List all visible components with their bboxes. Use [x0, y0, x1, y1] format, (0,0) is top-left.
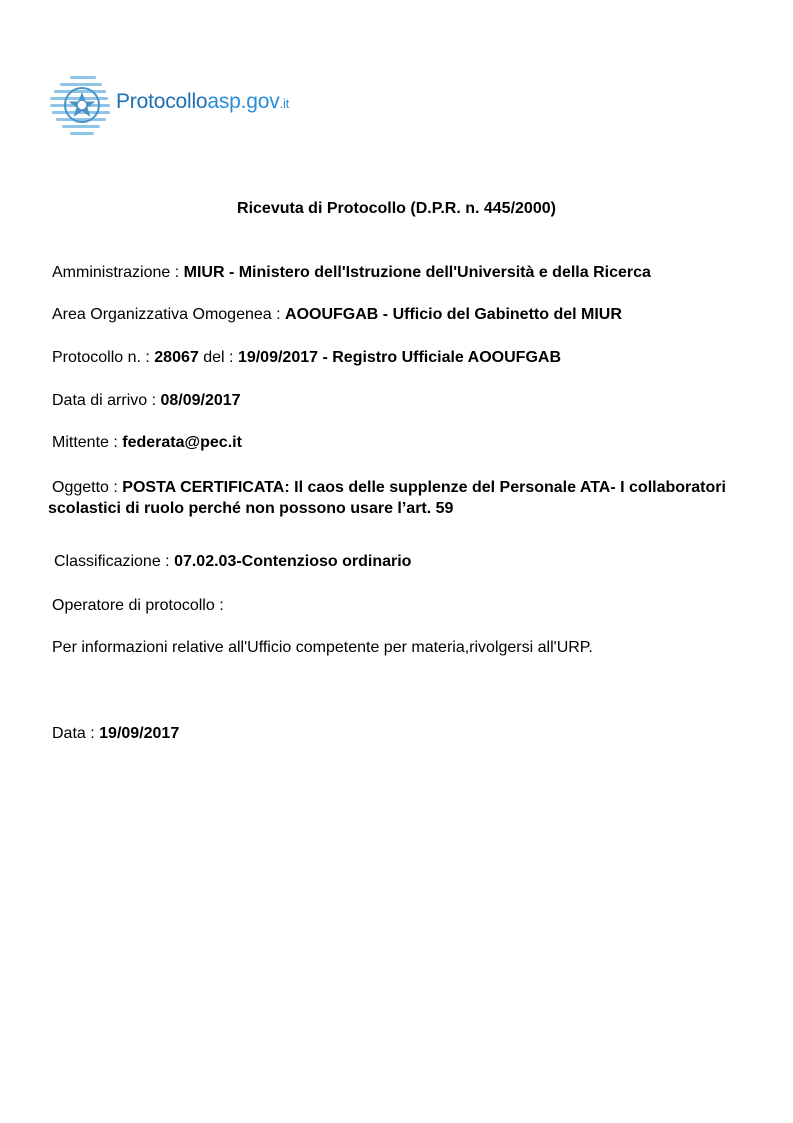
oggetto-label: Oggetto :	[52, 479, 118, 496]
info-text: Per informazioni relative all'Ufficio competente per materia,rivolgersi all'URP.	[52, 639, 593, 656]
field-operatore	[52, 597, 224, 615]
emblem-icon	[50, 72, 114, 138]
field-mittente	[52, 434, 242, 452]
aoo-label: Area Organizzativa Omogenea :	[52, 306, 281, 323]
logo-text-part1: Protocollo	[116, 90, 208, 113]
logo-text	[116, 90, 289, 114]
protocollo-del-label: del :	[203, 349, 234, 366]
field-data-arrivo	[52, 392, 241, 410]
logo-text-tld: .it	[279, 96, 290, 111]
classificazione-value: 07.02.03-Contenzioso ordinario	[174, 553, 412, 570]
field-aoo	[52, 306, 622, 324]
mittente-label: Mittente :	[52, 434, 118, 451]
logo-text-part2: asp.gov	[207, 90, 280, 113]
data-arrivo-value: 08/09/2017	[160, 392, 241, 409]
classificazione-label: Classificazione :	[54, 553, 170, 570]
data-arrivo-label: Data di arrivo :	[52, 392, 157, 409]
aoo-value: AOOUFGAB - Ufficio del Gabinetto del MIUR	[285, 306, 622, 323]
mittente-value: federata@pec.it	[122, 434, 242, 451]
oggetto-value: POSTA CERTIFICATA: Il caos delle supplenze del Personale ATA- I collaboratori scolastici di ruolo perché non possono usare l’art. 59	[48, 479, 726, 517]
protocolloasp-logo	[50, 72, 290, 138]
amministrazione-label: Amministrazione :	[52, 264, 180, 281]
operatore-label: Operatore di protocollo :	[52, 597, 224, 614]
protocollo-value: 19/09/2017 - Registro Ufficiale AOOUFGAB	[237, 349, 561, 366]
data-value: 19/09/2017	[99, 725, 180, 742]
field-oggetto	[48, 477, 768, 519]
field-protocollo	[52, 349, 561, 367]
field-data	[52, 725, 179, 743]
document-title: Ricevuta di Protocollo (D.P.R. n. 445/2000)	[237, 200, 556, 217]
amministrazione-value: MIUR - Ministero dell'Istruzione dell'Università e della Ricerca	[183, 264, 651, 281]
field-classificazione	[54, 553, 411, 571]
field-amministrazione	[52, 264, 651, 282]
data-label: Data :	[52, 725, 95, 742]
protocollo-label: Protocollo n. :	[52, 349, 150, 366]
protocollo-number: 28067	[154, 349, 199, 366]
